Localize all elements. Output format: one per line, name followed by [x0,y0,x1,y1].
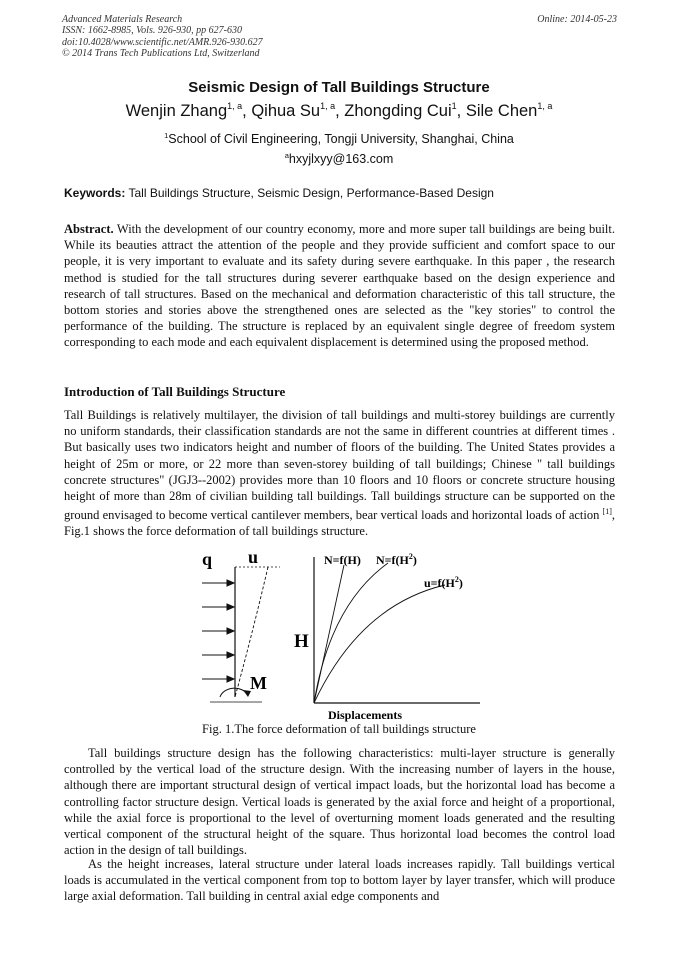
curve-label-exp: 2 [454,575,459,584]
citation-ref: [1] [602,507,612,517]
curve-label-u-quadratic: $u=f(H^2)$ [424,575,463,590]
intro-text-end: , Fig.1 shows the force deformation of tall buildings structure. [64,508,615,539]
figure-1 [190,545,490,728]
keywords-label: Keywords: [64,186,126,200]
intro-paragraph [64,407,615,540]
issn-line: ISSN: 1662-8985, Vols. 926-930, pp 627-630 [62,25,242,37]
author-name: Qihua Su [251,102,321,120]
label-H: H [294,631,309,652]
author-sup: 1, a [537,101,553,111]
paper-title: Seismic Design of Tall Buildings Structure [188,79,490,96]
copyright-line: © 2014 Trans Tech Publications Ltd, Switzerland [62,47,260,59]
affiliation-sup: 1 [164,131,169,140]
author-name: Sile Chen [465,102,538,120]
label-M: M [250,673,267,693]
label-u: u [248,547,259,567]
keywords-text: Tall Buildings Structure, Seismic Design, Performance-Based Design [125,186,494,200]
curve-u-quadratic [314,585,445,703]
author-list: Wenjin Zhang$^{1, a}$, Qihua Su$^{1, a}$, Zhongding Cui$^1$, Sile Chen$^{1, a}$ [125,101,553,120]
journal-name: Advanced Materials Research [62,14,183,25]
journal-header [62,14,617,59]
abstract [64,221,615,351]
curve-N-linear [314,565,344,703]
body-paragraph: As the height increases, lateral structure under lateral loads increases rapidly. Tall buildings vertical loads is accumulated in the vertical component from top to bottom layer by layer transfer, which will produce large axial deformation. Tall building in central axial edge components and [64,857,615,904]
email [0,151,678,166]
moment-arc [220,688,248,697]
curve-label-base: u=f(H [424,576,455,590]
force-deformation-diagram [190,545,490,723]
doi-line: doi:10.4028/www.scientific.net/AMR.926-930.627 [62,36,263,48]
curve-label-N-quadratic: $N=f(H^2)$ [376,552,417,567]
figure-caption: Fig. 1.The force deformation of tall buildings structure [202,722,476,736]
author-name: Wenjin Zhang [125,102,228,120]
x-axis-label: Displacements [328,708,402,722]
email-sup: a [284,151,289,160]
abstract-text: With the development of our country economy, more and more super tall buildings are being built. While its beauties attract the attention of the people and they provide sufficient and comfort space to our people, it is very important to evaluate and its safety during severe earthquake. In this paper , the research method is studied for the tall structures during severer earthquake based on the design experience and research of tall structures. Based on the mechanical and deformation characteristic of this tall structure, the bottom stories and stories above the strengthened ones are selected as the "key stories" to control the performance of the building. The structure is replaced by an equivalent single degree of freedom system corresponding to each mode and each equivalent displacement is determined using the proposed method. [64,222,615,350]
email-text: hxyjlxyy@163.com [288,152,394,166]
label-q: q [202,549,213,569]
curve-label-exp: 2 [408,552,413,561]
author-sup: 1, a [227,101,243,111]
online-date: Online: 2014-05-23 [537,14,617,25]
author-name: Zhongding Cui [344,102,452,120]
curve-label-N-linear: N=f(H) [324,553,361,567]
intro-text: Tall Buildings is relatively multilayer, the division of tall buildings and multi-storey buildings are currently no uniform standards, their classification standards are not the same in different countries at different times . But basically uses two indicators height and number of floors of the building. The United States provides a height of 25m or more, or 22 more than seven-storey building of tall buildings; Chinese " tall buildings concrete structures" (JGJ3--2002) provides more than 10 floors and 10 floors or concrete structure housing height of more than 28m of civilian building tall buildings. Tall buildings structure can be supported on the ground envisaged to become vertical cantilever members, bear vertical loads and horizontal loads of action [64,408,615,523]
load-arrows [202,580,234,682]
curve-label-base: N=f(H [376,553,409,567]
author-sup: 1, a [320,101,336,111]
abstract-label: Abstract. [64,222,114,236]
affiliation [0,131,678,146]
author-sup: 1 [451,101,457,111]
body-paragraph: Tall buildings structure design has the following characteristics: multi-layer structure is generally controlled by the vertical load of the structure design. With the increasing number of layers in the house, although there are important structural design of vertical impact loads, but the horizontal load has become a controlling factor structure design. Vertical loads is generated by the axial force and height of a proportional, while the axial force is proportional to the level of overturning moment loads generated and the resulting vertical component of the structural height of the square. Thus horizontal load becomes the control load action in the design of tall buildings. [64,746,615,858]
keywords [64,186,617,200]
affiliation-text: School of Civil Engineering, Tongji University, Shanghai, China [168,132,514,146]
section-heading: Introduction of Tall Buildings Structure [64,384,286,399]
